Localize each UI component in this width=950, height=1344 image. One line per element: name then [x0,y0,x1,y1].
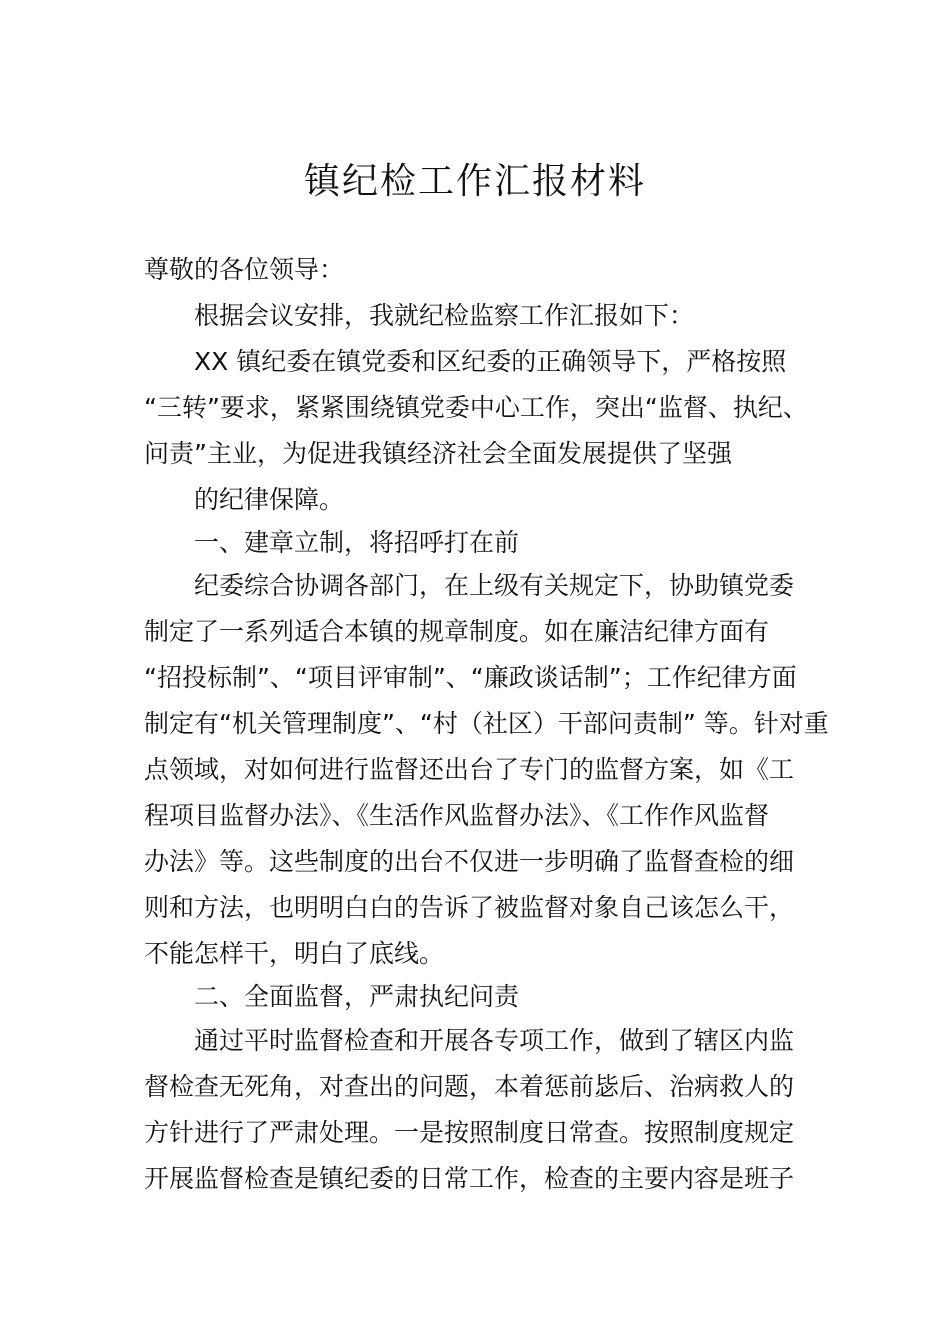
paragraph-line: “招投标制”、“项目评审制”、“廉政谈话制”；工作纪律方面 [144,663,797,692]
paragraph-line: 不能怎样干，明白了底线。 [144,939,445,968]
paragraph-line: 则和方法，也明明白白的告诉了被监督对象自己该怎么干， [144,893,795,922]
paragraph-line: 根据会议安排，我就纪检监察工作汇报如下： [194,301,695,330]
paragraph-line: 制定有“机关管理制度”、“村（社区）干部问责制” 等。针对重 [144,709,829,738]
document-title: 镇纪检工作汇报材料 [303,161,646,202]
section-heading: 二、全面监督，严肃执纪问责 [194,982,520,1011]
paragraph-line: 的纪律保障。 [194,485,345,514]
paragraph-line: 督检查无死角，对查出的问题，本着惩前毖后、治病救人的 [144,1072,795,1101]
section-heading: 一、建章立制，将招呼打在前 [194,528,520,557]
paragraph-line: 纪委综合协调各部门，在上级有关规定下，协助镇党委 [194,571,795,600]
salutation: 尊敬的各位领导： [144,255,345,284]
paragraph-line: 办法》等。这些制度的出台不仅进一步明确了监督查检的细 [144,847,795,876]
paragraph-line: 开展监督检查是镇纪委的日常工作，检查的主要内容是班子 [144,1164,795,1193]
paragraph-line: “三转”要求，紧紧围绕镇党委中心工作，突出“监督、执纪、 [144,393,808,422]
paragraph-line: 通过平时监督检查和开展各专项工作，做到了辖区内监 [194,1026,795,1055]
paragraph-line: XX 镇纪委在镇党委和区纪委的正确领导下，严格按照 [194,347,787,376]
paragraph-line: 制定了一系列适合本镇的规章制度。如在廉洁纪律方面有 [144,617,770,646]
paragraph-line: 程项目监督办法》、《生活作风监督办法》、《工作作风监督 [144,801,770,830]
paragraph-line: 问责”主业，为促进我镇经济社会全面发展提供了坚强 [144,439,732,468]
paragraph-line: 点领域，对如何进行监督还出台了专门的监督方案，如《工 [144,755,795,784]
paragraph-line: 方针进行了严肃处理。一是按照制度日常查。按照制度规定 [144,1118,795,1147]
